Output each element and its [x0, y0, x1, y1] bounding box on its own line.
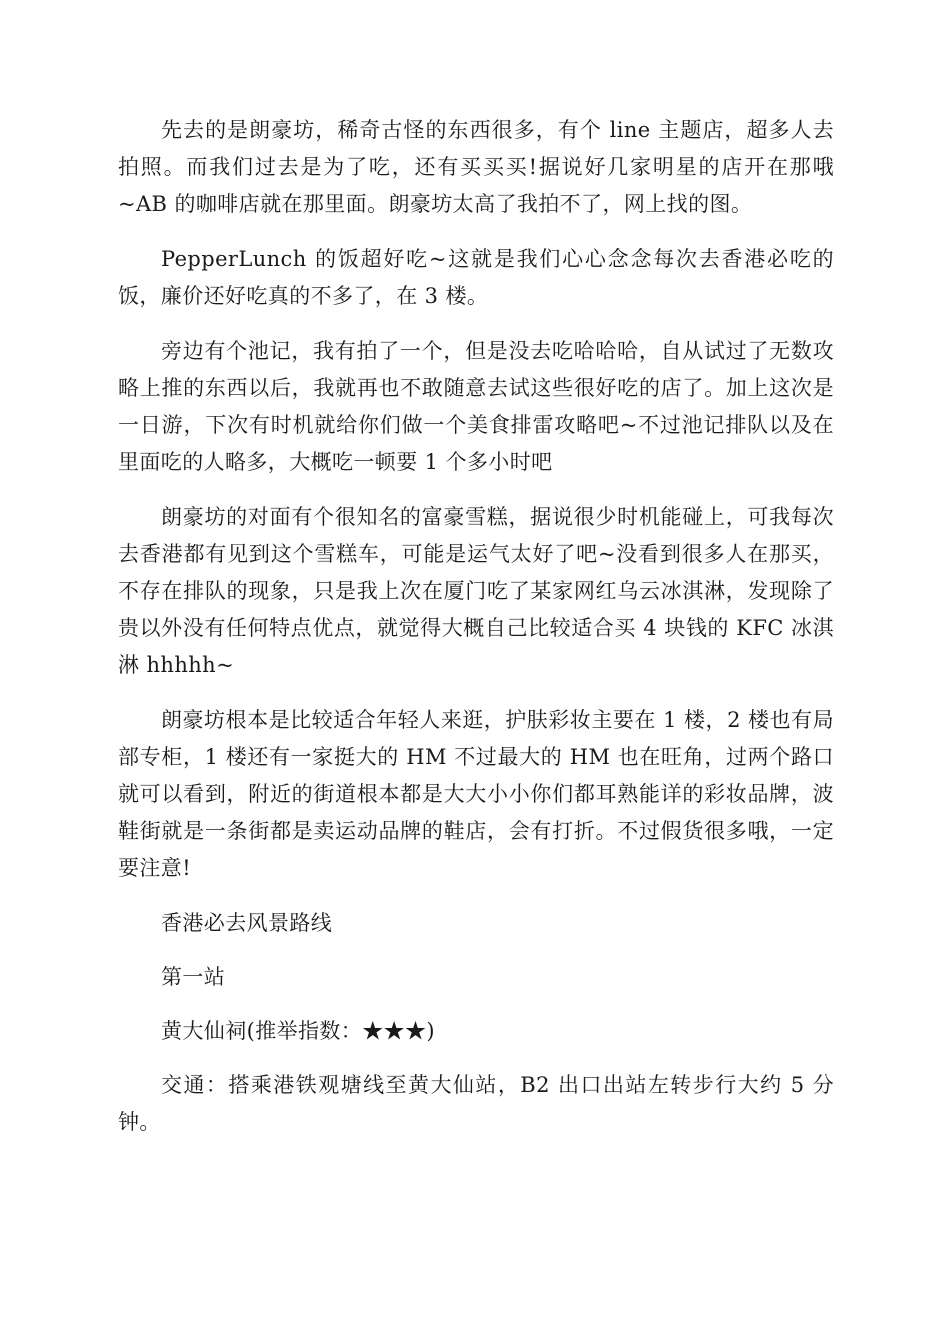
paragraph-ice-cream: 朗豪坊的对面有个很知名的富豪雪糕，据说很少时机能碰上，可我每次去香港都有见到这个雪糕车，可能是运气太好了吧~没看到很多人在那买，不存在排队的现象，只是我上次在厦门吃了某家网红乌云冰淇淋，发现除了贵以外没有任何特点优点，就觉得大概自己比较适合买 4 块钱的 KFC 冰淇淋 hhhhh~ [118, 505, 834, 677]
paragraph-langham-place: 先去的是朗豪坊，稀奇古怪的东西很多，有个 line 主题店，超多人去拍照。而我们过去是为了吃，还有买买买!据说好几家明星的店开在那哦~AB 的咖啡店就在那里面。朗豪坊太高了我拍不了，网上找的图。 [118, 118, 834, 216]
paragraph-chee-kee: 旁边有个池记，我有拍了一个，但是没去吃哈哈哈，自从试过了无数攻略上推的东西以后，我就再也不敢随意去试这些很好吃的店了。加上这次是一日游，下次有时机就给你们做一个美食排雷攻略吧~不过池记排队以及在里面吃的人略多，大概吃一顿要 1 个多小时吧 [118, 339, 834, 474]
paragraph-shopping: 朗豪坊根本是比较适合年轻人来逛，护肤彩妆主要在 1 楼，2 楼也有局部专柜，1 楼还有一家挺大的 HM 不过最大的 HM 也在旺角，过两个路口就可以看到，附近的街道根本都是大大小小你们都耳熟能详的彩妆品牌，波鞋街就是一条街都是卖运动品牌的鞋店，会有打折。不过假货很多哦，一定要注意! [118, 708, 834, 880]
document-body [118, 112, 834, 1159]
section-heading-scenic-route: 香港必去风景路线 [161, 911, 333, 935]
stop-title-wong-tai-sin: 黄大仙祠(推举指数：★★★) [161, 1019, 435, 1043]
paragraph-transport: 交通：搭乘港铁观塘线至黄大仙站，B2 出口出站左转步行大约 5 分钟。 [118, 1073, 834, 1134]
stop-heading-first: 第一站 [161, 965, 226, 989]
paragraph-pepper-lunch: PepperLunch 的饭超好吃~这就是我们心心念念每次去香港必吃的饭，廉价还好吃真的不多了，在 3 楼。 [118, 247, 834, 308]
